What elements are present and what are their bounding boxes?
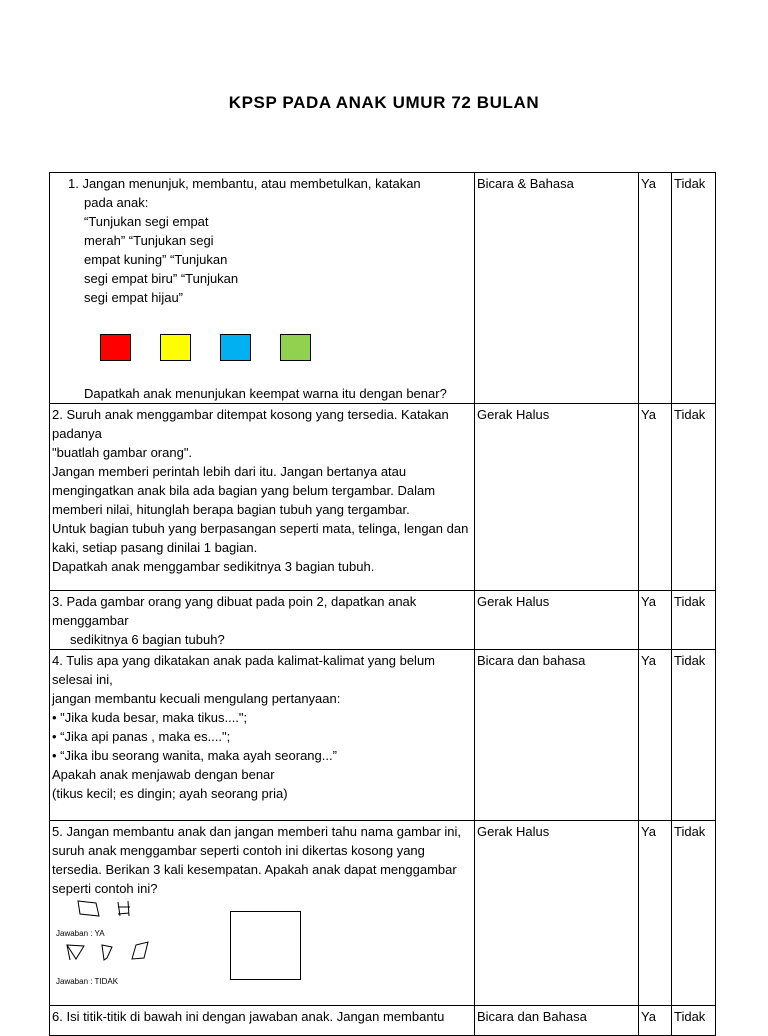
question-text: (tikus kecil; es dingin; ayah seorang pria): [52, 786, 288, 801]
question-text: "buatlah gambar orang".: [52, 445, 193, 460]
question-text: 5. Jangan membantu anak dan jangan memberi tahu nama gambar ini, suruh anak menggambar seperti contoh ini dikertas kosong yang tersedia. Berikan 3 kali kesempatan. Apakah anak dapat menggambar seperti contoh ini?: [52, 824, 462, 896]
category-cell: Gerak Halus: [475, 404, 639, 591]
tidak-cell[interactable]: Tidak: [672, 591, 716, 650]
question-text: jangan membantu kecuali mengulang pertanyaan:: [52, 691, 341, 706]
jawaban-tidak-label: Jawaban : TIDAK: [56, 977, 119, 986]
question-text: segi empat hijau”: [84, 290, 183, 305]
question-text: • "Jika kuda besar, maka tikus....";: [52, 710, 248, 725]
question-text: segi empat biru” “Tunjukan: [84, 271, 239, 286]
question-text: • “Jika ibu seorang wanita, maka ayah seorang...”: [52, 748, 337, 763]
category-cell: Bicara & Bahasa: [475, 173, 639, 404]
ya-cell[interactable]: Ya: [639, 821, 672, 1006]
question-text: Dapatkah anak menunjukan keempat warna itu dengan benar?: [84, 386, 447, 401]
question-text: Dapatkah anak menggambar sedikitnya 3 bagian tubuh.: [52, 559, 375, 574]
question-text: • “Jika api panas , maka es....";: [52, 729, 231, 744]
drawing-box[interactable]: [230, 911, 301, 980]
question-text: 2. Suruh anak menggambar ditempat kosong yang tersedia. Katakan padanya: [52, 407, 449, 441]
tidak-cell[interactable]: Tidak: [672, 821, 716, 1006]
question-cell: [50, 1006, 475, 1036]
question-text: empat kuning” “Tunjukan: [84, 252, 228, 267]
page-title: KPSP PADA ANAK UMUR 72 BULAN: [228, 93, 540, 112]
question-text: 6. Isi titik-titik di bawah ini dengan jawaban anak. Jangan membantu: [52, 1009, 445, 1024]
table-row: [50, 650, 716, 821]
question-text: Apakah anak menjawab dengan benar: [52, 767, 275, 782]
blue-square: [220, 334, 251, 361]
question-text: sedikitnya 6 bagian tubuh?: [70, 632, 225, 647]
color-swatches: [100, 334, 472, 361]
ya-cell[interactable]: Ya: [639, 650, 672, 821]
question-cell: [50, 173, 475, 404]
ya-cell[interactable]: Ya: [639, 173, 672, 404]
question-text: 3. Pada gambar orang yang dibuat pada poin 2, dapatkan anak menggambar: [52, 594, 417, 628]
jawaban-ya-label: Jawaban : YA: [56, 929, 105, 938]
category-cell: Gerak Halus: [475, 591, 639, 650]
ya-cell[interactable]: Ya: [639, 591, 672, 650]
question-text: pada anak:: [84, 195, 149, 210]
question-text: 4. Tulis apa yang dikatakan anak pada kalimat-kalimat yang belum selesai ini,: [52, 653, 435, 687]
category-cell: Gerak Halus: [475, 821, 639, 1006]
question-cell: [50, 591, 475, 650]
ya-cell[interactable]: Ya: [639, 1006, 672, 1036]
question-cell: [50, 821, 475, 1006]
question-text: merah” “Tunjukan segi: [84, 233, 214, 248]
green-square: [280, 334, 311, 361]
ya-cell[interactable]: Ya: [639, 404, 672, 591]
tidak-cell[interactable]: Tidak: [672, 1006, 716, 1036]
category-cell: Bicara dan Bahasa: [475, 1006, 639, 1036]
table-row: [50, 821, 716, 1006]
question-text: 1. Jangan menunjuk, membantu, atau membetulkan, katakan: [68, 176, 421, 191]
question-text: “Tunjukan segi empat: [84, 214, 209, 229]
kpsp-table: [49, 172, 716, 1036]
question-text: Untuk bagian tubuh yang berpasangan seperti mata, telinga, lengan dan kaki, setiap pasang dinilai 1 bagian.: [52, 521, 469, 555]
table-row: [50, 1006, 716, 1036]
tidak-cell[interactable]: Tidak: [672, 650, 716, 821]
category-cell: Bicara dan bahasa: [475, 650, 639, 821]
table-row: [50, 591, 716, 650]
question-cell: [50, 404, 475, 591]
table-row: [50, 173, 716, 404]
tidak-cell[interactable]: Tidak: [672, 404, 716, 591]
drawing-examples: [52, 898, 472, 1000]
question-cell: [50, 650, 475, 821]
question-text: Jangan memberi perintah lebih dari itu. Jangan bertanya atau mengingatkan anak bila ada bagian yang belum tergambar. Dalam memberi nilai, hitunglah berapa bagian tubuh yang tergambar.: [52, 464, 436, 517]
table-row: [50, 404, 716, 591]
red-square: [100, 334, 131, 361]
yellow-square: [160, 334, 191, 361]
tidak-cell[interactable]: Tidak: [672, 173, 716, 404]
